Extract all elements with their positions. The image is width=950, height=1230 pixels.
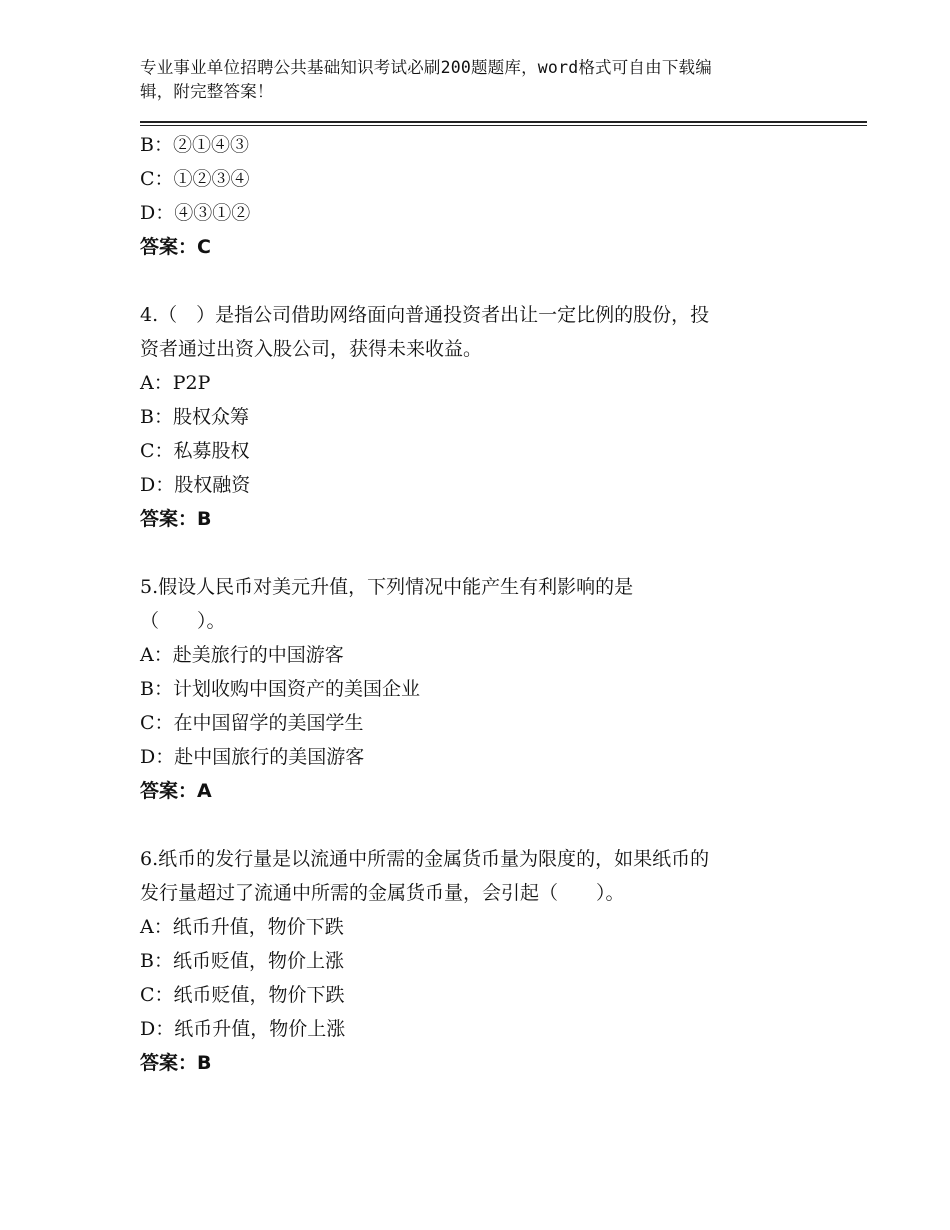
spacer (140, 536, 840, 570)
spacer (140, 264, 840, 298)
question-6 (140, 842, 840, 1080)
header-line-2: 辑，附完整答案！ (140, 82, 274, 101)
answer-line: 答案：B (140, 1052, 212, 1074)
option-a: A：赴美旅行的中国游客 (140, 644, 344, 666)
option-d: D：纸币升值，物价上涨 (140, 1018, 346, 1040)
question-stem-line: 资者通过出资入股公司，获得未来收益。 (140, 338, 483, 360)
question-content (140, 128, 840, 1080)
option-a: A：P2P (140, 372, 211, 394)
option-a: A：纸币升值，物价下跌 (140, 916, 344, 938)
question-5 (140, 570, 840, 808)
option-b: B：计划收购中国资产的美国企业 (140, 678, 420, 700)
header-rule-thick (140, 121, 867, 123)
answer-line: 答案：C (140, 236, 211, 258)
answer-line: 答案：B (140, 508, 212, 530)
option-b: B：②①④③ (140, 134, 249, 156)
option-c: C：私募股权 (140, 440, 250, 462)
option-d: D：④③①② (140, 202, 251, 224)
question-4 (140, 298, 840, 536)
spacer (140, 808, 840, 842)
prev-question-block (140, 128, 840, 264)
answer-line: 答案：A (140, 780, 212, 802)
page-header (140, 56, 790, 104)
option-b: B：股权众筹 (140, 406, 249, 428)
option-d: D：赴中国旅行的美国游客 (140, 746, 365, 768)
header-rule-thin (140, 125, 867, 126)
question-stem-line: 4.（ ）是指公司借助网络面向普通投资者出让一定比例的股份，投 (140, 304, 710, 326)
question-stem-line: 6.纸币的发行量是以流通中所需的金属货币量为限度的，如果纸币的 (140, 848, 710, 870)
option-c: C：①②③④ (140, 168, 250, 190)
option-d: D：股权融资 (140, 474, 251, 496)
option-b: B：纸币贬值，物价上涨 (140, 950, 344, 972)
option-c: C：纸币贬值，物价下跌 (140, 984, 345, 1006)
question-stem-line: 发行量超过了流通中所需的金属货币量，会引起（ ）。 (140, 882, 625, 904)
header-line-1: 专业事业单位招聘公共基础知识考试必刷200题题库，word格式可自由下载编 (140, 58, 712, 77)
question-stem-line: 5.假设人民币对美元升值，下列情况中能产生有利影响的是 (140, 576, 634, 598)
option-c: C：在中国留学的美国学生 (140, 712, 364, 734)
question-stem-line: （ ）。 (140, 610, 226, 632)
